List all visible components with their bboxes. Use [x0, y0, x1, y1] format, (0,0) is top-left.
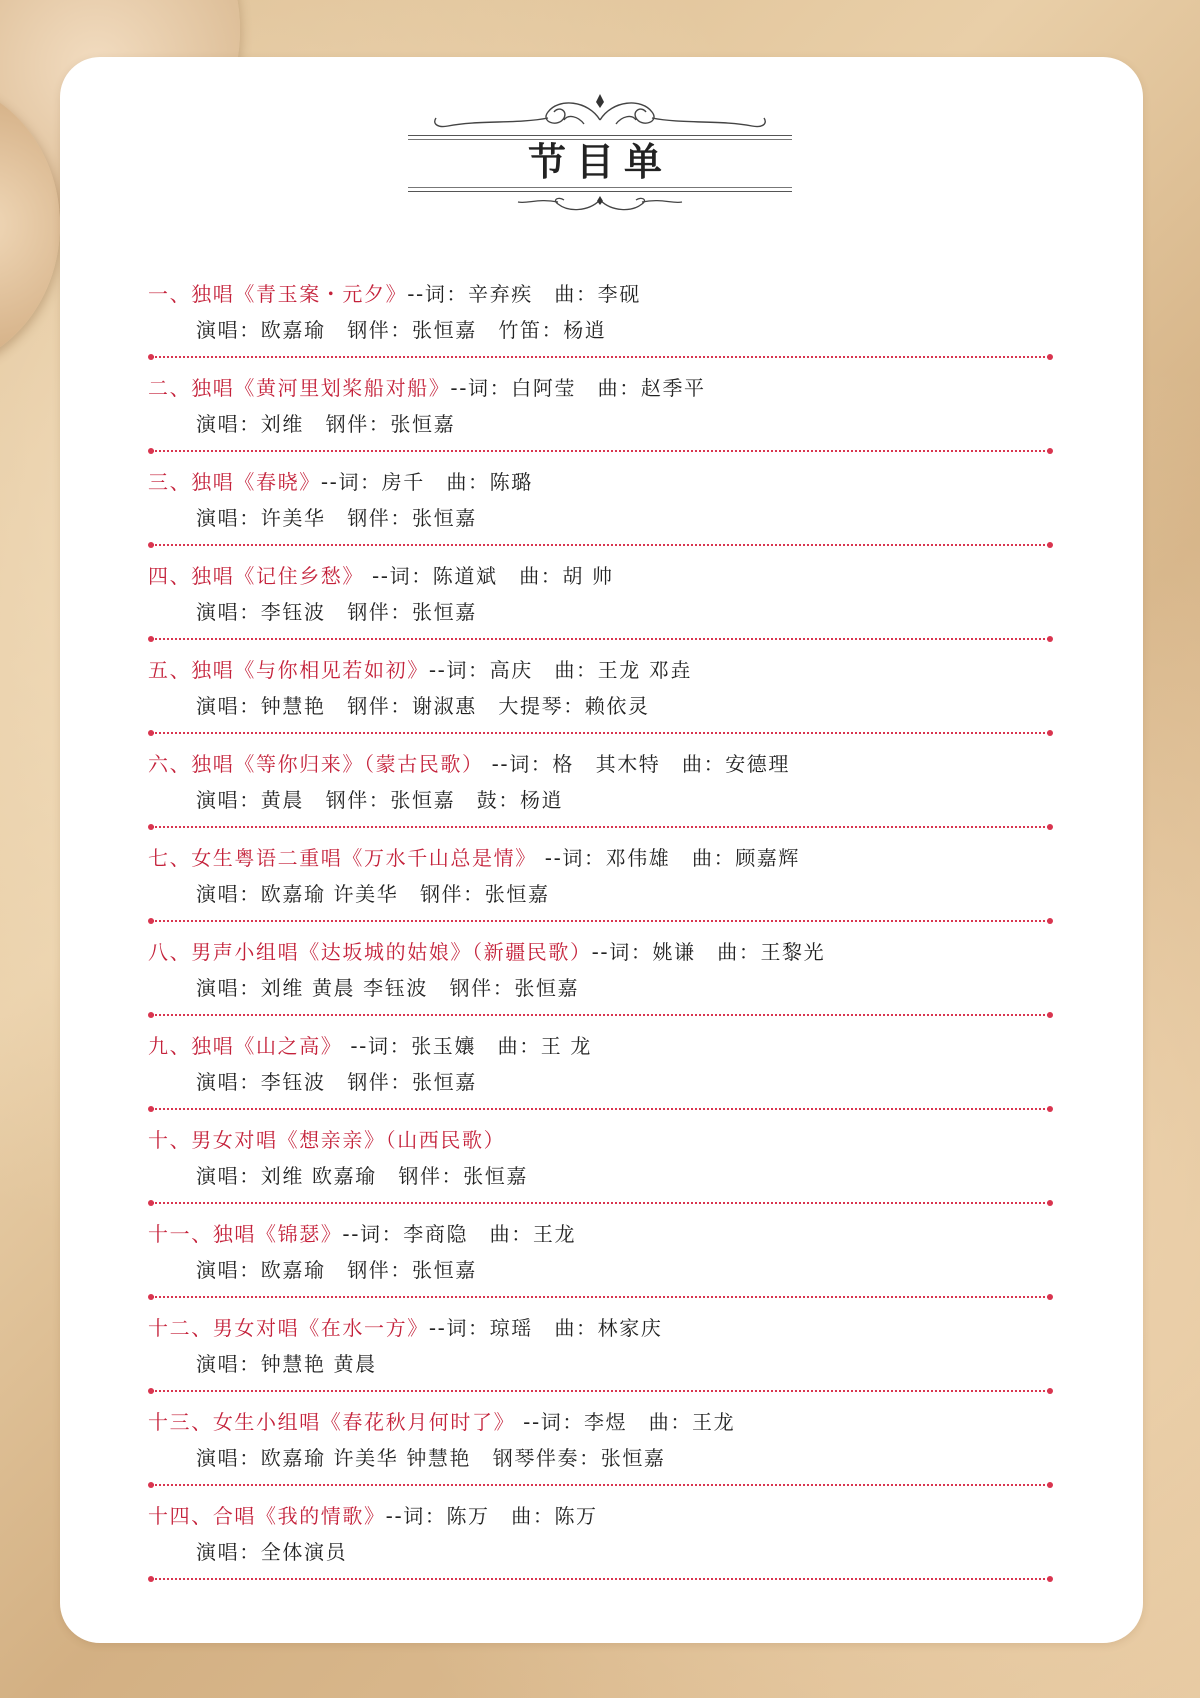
program-item	[148, 1122, 1053, 1216]
item-performers: 演唱：黄晨 钢伴：张恒嘉 鼓：杨逍	[196, 788, 564, 812]
dotted-divider	[148, 918, 1053, 924]
item-performers: 演唱：欧嘉瑜 许美华 钟慧艳 钢琴伴奏：张恒嘉	[196, 1446, 666, 1470]
item-title: 男声小组唱《达坂城的姑娘》（新疆民歌）	[191, 940, 592, 964]
program-header	[408, 90, 792, 205]
program-item	[148, 840, 1053, 934]
item-number: 五、	[148, 658, 192, 682]
item-number: 十四、	[148, 1504, 213, 1528]
item-performers: 演唱：许美华 钢伴：张恒嘉	[196, 506, 477, 530]
item-number: 九、	[148, 1034, 192, 1058]
item-performers: 演唱：李钰波 钢伴：张恒嘉	[196, 1070, 477, 1094]
program-item	[148, 1216, 1053, 1310]
program-item	[148, 1404, 1053, 1498]
item-title: 女生小组唱《春花秋月何时了》	[212, 1410, 516, 1434]
title-rule	[408, 135, 792, 136]
item-number: 二、	[148, 376, 192, 400]
dotted-divider	[148, 1388, 1053, 1394]
dotted-divider	[148, 824, 1053, 830]
program-item	[148, 370, 1053, 464]
item-performers: 演唱：欧嘉瑜 许美华 钢伴：张恒嘉	[196, 882, 550, 906]
item-title: 独唱《青玉案・元夕》	[191, 282, 408, 306]
item-performers: 演唱：全体演员	[196, 1540, 348, 1564]
dotted-divider	[148, 1106, 1053, 1112]
dotted-divider	[148, 354, 1053, 360]
item-title: 合唱《我的情歌》	[212, 1504, 386, 1528]
item-credits: --词：陈万 曲：陈万	[385, 1504, 598, 1528]
item-performers: 演唱：李钰波 钢伴：张恒嘉	[196, 600, 477, 624]
item-performers: 演唱：欧嘉瑜 钢伴：张恒嘉 竹笛：杨逍	[196, 318, 607, 342]
item-credits: --词：李煜 曲：王龙	[515, 1410, 736, 1434]
item-title: 男女对唱《想亲亲》（山西民歌）	[191, 1128, 506, 1152]
item-number: 七、	[148, 846, 192, 870]
program-item	[148, 558, 1053, 652]
item-credits: --词：张玉孃 曲：王 龙	[342, 1034, 592, 1058]
item-number: 十三、	[148, 1410, 213, 1434]
item-number: 三、	[148, 470, 192, 494]
item-number: 一、	[148, 282, 192, 306]
item-credits: --词：邓伟雄 曲：顾嘉辉	[536, 846, 801, 870]
item-number: 六、	[148, 752, 192, 776]
program-item	[148, 464, 1053, 558]
item-credits: --词：高庆 曲：王龙 邓垚	[428, 658, 693, 682]
item-credits: --词：李商隐 曲：王龙	[342, 1222, 577, 1246]
item-number: 四、	[148, 564, 192, 588]
dotted-divider	[148, 1200, 1053, 1206]
item-performers: 演唱：刘维 钢伴：张恒嘉	[196, 412, 456, 436]
program-item	[148, 1310, 1053, 1404]
program-item	[148, 1028, 1053, 1122]
item-credits: --词：琼瑶 曲：林家庆	[428, 1316, 663, 1340]
item-title: 独唱《黄河里划桨船对船》	[191, 376, 451, 400]
program-item	[148, 652, 1053, 746]
item-title: 独唱《锦瑟》	[212, 1222, 343, 1246]
item-title: 女生粤语二重唱《万水千山总是情》	[191, 846, 537, 870]
item-title: 独唱《记住乡愁》	[191, 564, 365, 588]
item-credits: --词：辛弃疾 曲：李砚	[407, 282, 641, 306]
dotted-divider	[148, 542, 1053, 548]
item-credits: --词：白阿莹 曲：赵季平	[450, 376, 706, 400]
item-title: 男女对唱《在水一方》	[212, 1316, 429, 1340]
item-number: 八、	[148, 940, 192, 964]
flourish-ornament-icon	[408, 90, 792, 140]
item-title: 独唱《等你归来》（蒙古民歌）	[191, 752, 484, 776]
item-number: 十、	[148, 1128, 192, 1152]
title-rule	[408, 187, 792, 188]
dotted-divider	[148, 636, 1053, 642]
item-title: 独唱《与你相见若如初》	[191, 658, 429, 682]
item-number: 十一、	[148, 1222, 213, 1246]
dotted-divider	[148, 1012, 1053, 1018]
dotted-divider	[148, 1576, 1053, 1582]
item-credits: --词：房千 曲：陈璐	[320, 470, 533, 494]
dotted-divider	[148, 1294, 1053, 1300]
item-number: 十二、	[148, 1316, 213, 1340]
dotted-divider	[148, 730, 1053, 736]
item-title: 独唱《山之高》	[191, 1034, 343, 1058]
item-performers: 演唱：欧嘉瑜 钢伴：张恒嘉	[196, 1258, 477, 1282]
item-title: 独唱《春晓》	[191, 470, 321, 494]
item-credits: --词：姚谦 曲：王黎光	[591, 940, 826, 964]
item-performers: 演唱：刘维 黄晨 李钰波 钢伴：张恒嘉	[196, 976, 580, 1000]
program-item	[148, 1498, 1053, 1592]
program-item	[148, 934, 1053, 1028]
dotted-divider	[148, 448, 1053, 454]
item-credits: --词：格 其木特 曲：安德理	[483, 752, 791, 776]
flourish-ornament-icon	[408, 194, 792, 216]
item-performers: 演唱：钟慧艳 黄晨	[196, 1352, 377, 1376]
page-title: 节目单	[527, 139, 672, 184]
item-credits: --词：陈道斌 曲：胡 帅	[364, 564, 614, 588]
program-item	[148, 746, 1053, 840]
item-performers: 演唱：钟慧艳 钢伴：谢淑惠 大提琴：赖依灵	[196, 694, 650, 718]
dotted-divider	[148, 1482, 1053, 1488]
program-item	[148, 276, 1053, 370]
item-performers: 演唱：刘维 欧嘉瑜 钢伴：张恒嘉	[196, 1164, 528, 1188]
title-rule	[408, 191, 792, 192]
